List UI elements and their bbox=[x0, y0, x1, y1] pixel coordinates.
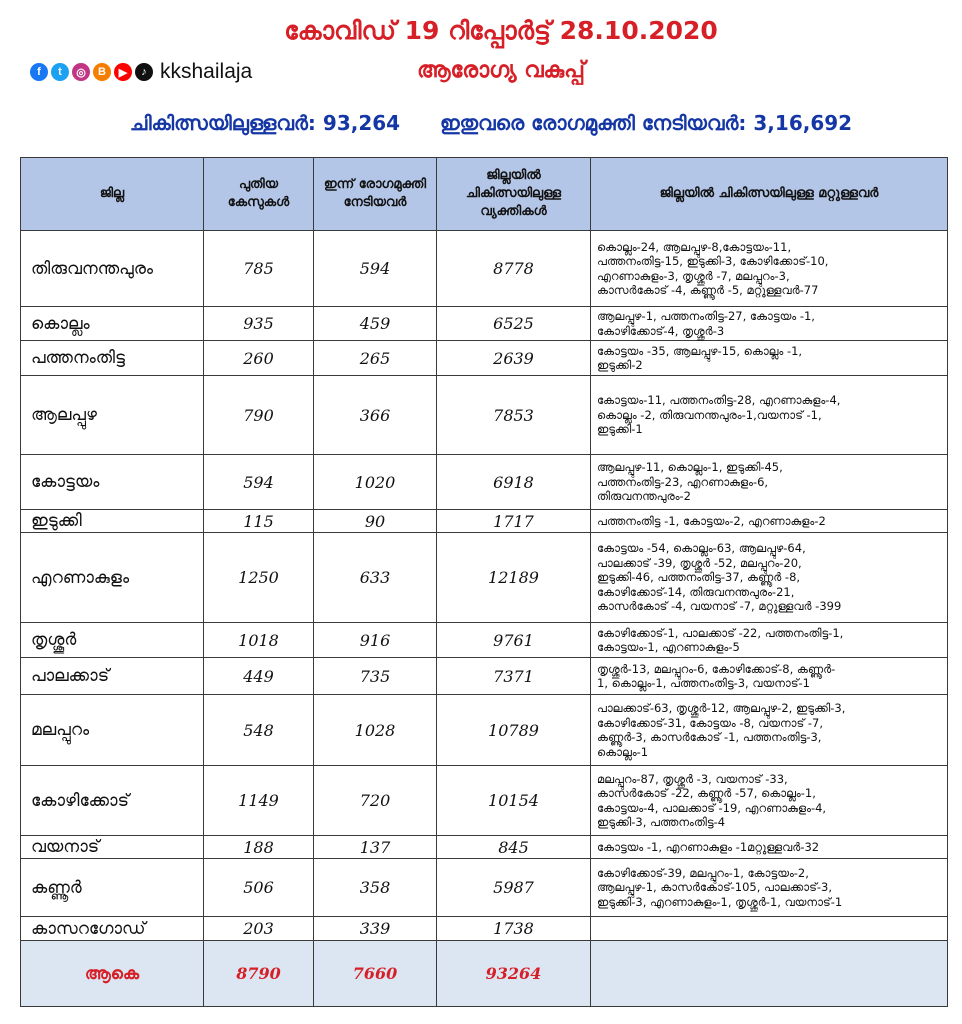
tiktok-icon[interactable]: ♪ bbox=[135, 63, 153, 81]
under-treatment-cell: 7853 bbox=[437, 376, 591, 455]
table-row bbox=[21, 859, 948, 917]
others-line: കാസർകോട് -4, കണ്ണൂർ -5, മറ്റുള്ളവർ-77 bbox=[597, 283, 819, 297]
district-name: ഇടുക്കി bbox=[21, 510, 204, 533]
others-line: കോട്ടയം -54, കൊല്ലം-63, ആലപ്പുഴ-64, bbox=[597, 541, 806, 556]
new-cases-cell: 1250 bbox=[204, 533, 314, 623]
district-name: കണ്ണൂർ bbox=[21, 859, 204, 917]
district-name: കൊല്ലം bbox=[21, 307, 204, 341]
district-table bbox=[20, 157, 948, 1007]
recovered-value: 3,16,692 bbox=[753, 111, 853, 135]
recovered-today-cell: 90 bbox=[314, 510, 437, 533]
total-row bbox=[21, 941, 948, 1007]
new-cases-cell: 548 bbox=[204, 695, 314, 766]
new-cases-cell: 790 bbox=[204, 376, 314, 455]
others-line: ഇടുക്കി-1 bbox=[597, 422, 643, 437]
district-name: കാസറഗോഡ് bbox=[21, 917, 204, 941]
others-line: കോട്ടയം -1, എറണാകുളം -1മറ്റുള്ളവർ-32 bbox=[597, 839, 820, 854]
recovered-today-cell: 1020 bbox=[314, 455, 437, 510]
new-cases-cell: 260 bbox=[204, 341, 314, 376]
district-name: ആലപ്പുഴ bbox=[21, 376, 204, 455]
under-treatment-cell: 6918 bbox=[437, 455, 591, 510]
under-treatment-cell: 1738 bbox=[437, 917, 591, 941]
table-row bbox=[21, 658, 948, 695]
others-cell bbox=[591, 766, 948, 836]
table-row bbox=[21, 917, 948, 941]
district-name: പത്തനംതിട്ട bbox=[21, 341, 204, 376]
recovered-today-cell: 1028 bbox=[314, 695, 437, 766]
others-line: ഇടുക്കി-3, പത്തനംതിട്ട-4 bbox=[597, 815, 726, 829]
total-under-treatment: 93264 bbox=[437, 941, 591, 1007]
table-row bbox=[21, 533, 948, 623]
others-cell bbox=[591, 836, 948, 859]
others-cell bbox=[591, 307, 948, 341]
total-recovered: 7660 bbox=[314, 941, 437, 1007]
others-line: ഇടുക്കി-46, പത്തനംതിട്ട-37, കണ്ണൂർ -8, bbox=[597, 570, 801, 585]
others-line: എറണാകുളം-3, തൃശ്ശൂർ -7, മലപ്പുറം-3, bbox=[597, 268, 790, 283]
blogger-icon[interactable]: B bbox=[93, 63, 111, 81]
others-line: തിരുവനന്തപുരം-2 bbox=[597, 489, 691, 504]
header-recovered-today: ഇന്ന് രോഗമുക്തി നേടിയവർ bbox=[314, 158, 437, 231]
others-cell bbox=[591, 658, 948, 695]
table-row bbox=[21, 341, 948, 376]
others-cell bbox=[591, 623, 948, 658]
table-row bbox=[21, 695, 948, 766]
others-cell bbox=[591, 859, 948, 917]
others-line: ആലപ്പുഴ-1, പത്തനംതിട്ട-27, കോട്ടയം -1, bbox=[597, 309, 815, 323]
others-line: തൃശ്ശൂർ-13, മലപ്പുറം-6, കോഴിക്കോട്-8, കണ്ണൂർ- bbox=[597, 661, 836, 676]
others-line: ആലപ്പുഴ-11, കൊല്ലം-1, ഇടുക്കി-45, bbox=[597, 460, 783, 475]
under-treatment-value: 93,264 bbox=[322, 111, 401, 135]
total-label: ആകെ bbox=[21, 941, 204, 1007]
under-treatment-cell: 9761 bbox=[437, 623, 591, 658]
others-cell bbox=[591, 231, 948, 307]
new-cases-cell: 188 bbox=[204, 836, 314, 859]
new-cases-cell: 785 bbox=[204, 231, 314, 307]
others-line: മലപ്പുറം-87, തൃശ്ശൂർ -3, വയനാട് -33, bbox=[597, 771, 788, 786]
others-line: കോഴിക്കോട്-14, തിരുവനന്തപുരം-21, bbox=[597, 584, 795, 599]
table-row bbox=[21, 623, 948, 658]
under-treatment-cell: 2639 bbox=[437, 341, 591, 376]
instagram-icon[interactable]: ◎ bbox=[72, 63, 90, 81]
header-others: ജില്ലയിൽ ചികിത്സയിലുള്ള മറ്റുള്ളവർ bbox=[591, 158, 948, 231]
new-cases-cell: 594 bbox=[204, 455, 314, 510]
under-treatment-cell: 10789 bbox=[437, 695, 591, 766]
recovered-today-cell: 633 bbox=[314, 533, 437, 623]
new-cases-cell: 203 bbox=[204, 917, 314, 941]
table-row bbox=[21, 836, 948, 859]
recovered-today-cell: 916 bbox=[314, 623, 437, 658]
recovered-today-cell: 459 bbox=[314, 307, 437, 341]
others-cell bbox=[591, 917, 948, 941]
recovered-label: ഇതുവരെ രോഗമുക്തി നേടിയവർ: bbox=[440, 111, 747, 135]
others-line: ഇടുക്കി-2 bbox=[597, 358, 643, 372]
others-line: 1, കൊല്ലം-1, പത്തനംതിട്ട-3, വയനാട്-1 bbox=[597, 676, 810, 690]
others-line: ആലപ്പുഴ-1, കാസർകോട്-105, പാലക്കാട്-3, bbox=[597, 880, 833, 895]
district-name: പാലക്കാട് bbox=[21, 658, 204, 695]
new-cases-cell: 935 bbox=[204, 307, 314, 341]
others-line: പാലക്കാട്-63, തൃശ്ശൂർ-12, ആലപ്പുഴ-2, ഇടുക്കി-3, bbox=[597, 701, 846, 715]
recovered-today-cell: 366 bbox=[314, 376, 437, 455]
total-others bbox=[591, 941, 948, 1007]
others-line: കോട്ടയം -35, ആലപ്പുഴ-15, കൊല്ലം -1, bbox=[597, 343, 803, 358]
department-name: ആരോഗ്യ വകുപ്പ് bbox=[417, 58, 585, 83]
table-row bbox=[21, 766, 948, 836]
under-treatment-cell: 845 bbox=[437, 836, 591, 859]
others-line: പത്തനംതിട്ട-23, എറണാകുളം-6, bbox=[597, 474, 769, 489]
others-line: പത്തനംതിട്ട-15, ഇടുക്കി-3, കോഴിക്കോട്-10, bbox=[597, 254, 829, 268]
header-under-treatment: ജില്ലയിൽ ചികിത്സയിലുള്ള വ്യക്തികൾ bbox=[437, 158, 591, 231]
recovered-today-cell: 137 bbox=[314, 836, 437, 859]
under-treatment-cell: 1717 bbox=[437, 510, 591, 533]
recovered-today-cell: 339 bbox=[314, 917, 437, 941]
others-line: ഇടുക്കി-3, എറണാകുളം-1, തൃശ്ശൂർ-1, വയനാട്-1 bbox=[597, 894, 843, 909]
others-line: കാസർകോട് -4, വയനാട് -7, മറ്റുള്ളവർ -399 bbox=[597, 599, 842, 614]
others-line: കോട്ടയം-11, പത്തനംതിട്ട-28, എറണാകുളം-4, bbox=[597, 393, 841, 408]
others-line: കൊല്ലം-24, ആലപ്പുഴ-8,കോട്ടയം-11, bbox=[597, 239, 792, 254]
under-treatment-cell: 8778 bbox=[437, 231, 591, 307]
recovered-today-cell: 720 bbox=[314, 766, 437, 836]
others-line: കാസർകോട് -22, കണ്ണൂർ -57, കൊല്ലം-1, bbox=[597, 786, 816, 800]
table-row bbox=[21, 455, 948, 510]
district-name: കോഴിക്കോട് bbox=[21, 766, 204, 836]
district-name: വയനാട് bbox=[21, 836, 204, 859]
under-treatment-cell: 7371 bbox=[437, 658, 591, 695]
district-name: തിരുവനന്തപുരം bbox=[21, 231, 204, 307]
others-cell bbox=[591, 376, 948, 455]
others-line: കോഴിക്കോട്-31, കോട്ടയം -8, വയനാട് -7, bbox=[597, 715, 824, 730]
table-row bbox=[21, 231, 948, 307]
others-cell bbox=[591, 455, 948, 510]
under-treatment-label: ചികിത്സയിലുള്ളവർ: bbox=[129, 111, 316, 135]
new-cases-cell: 506 bbox=[204, 859, 314, 917]
recovered-today-cell: 265 bbox=[314, 341, 437, 376]
others-line: കോട്ടയം-1, എറണാകുളം-5 bbox=[597, 640, 740, 654]
report-title: കോവിഡ് 19 റിപ്പോർട്ട് 28.10.2020 bbox=[284, 16, 718, 45]
district-name: മലപ്പുറം bbox=[21, 695, 204, 766]
others-line: പത്തനംതിട്ട -1, കോട്ടയം-2, എറണാകുളം-2 bbox=[597, 513, 826, 528]
recovered-today-cell: 358 bbox=[314, 859, 437, 917]
under-treatment-cell: 10154 bbox=[437, 766, 591, 836]
others-cell bbox=[591, 341, 948, 376]
social-handle: kkshailaja bbox=[160, 60, 253, 83]
others-line: പാലക്കാട് -39, തൃശ്ശൂർ -52, മലപ്പുറം-20, bbox=[597, 555, 802, 570]
recovered-today-cell: 594 bbox=[314, 231, 437, 307]
others-cell bbox=[591, 510, 948, 533]
district-name: എറണാകുളം bbox=[21, 533, 204, 623]
new-cases-cell: 1018 bbox=[204, 623, 314, 658]
under-treatment-cell: 5987 bbox=[437, 859, 591, 917]
recovered-today-cell: 735 bbox=[314, 658, 437, 695]
under-treatment-cell: 6525 bbox=[437, 307, 591, 341]
header-district: ജില്ല bbox=[21, 158, 204, 231]
others-cell bbox=[591, 533, 948, 623]
total-new-cases: 8790 bbox=[204, 941, 314, 1007]
others-line: കോഴിക്കോട്-4, തൃശ്ശൂർ-3 bbox=[597, 323, 725, 338]
district-name: കോട്ടയം bbox=[21, 455, 204, 510]
table-row bbox=[21, 307, 948, 341]
new-cases-cell: 115 bbox=[204, 510, 314, 533]
youtube-icon[interactable]: ▶ bbox=[114, 63, 132, 81]
others-line: കണ്ണൂർ-3, കാസർകോട് -1, പത്തനംതിട്ട-3, bbox=[597, 730, 822, 744]
table-row bbox=[21, 376, 948, 455]
others-cell bbox=[591, 695, 948, 766]
table-row bbox=[21, 510, 948, 533]
summary-line bbox=[0, 111, 962, 135]
others-line: കോഴിക്കോട്-39, മലപ്പുറം-1, കോട്ടയം-2, bbox=[597, 865, 809, 880]
under-treatment-cell: 12189 bbox=[437, 533, 591, 623]
others-line: കോഴിക്കോട്-1, പാലക്കാട് -22, പത്തനംതിട്ട-1, bbox=[597, 625, 844, 640]
new-cases-cell: 1149 bbox=[204, 766, 314, 836]
facebook-icon[interactable]: f bbox=[30, 63, 48, 81]
others-line: കൊല്ലം -2, തിരുവനന്തപുരം-1,വയനാട് -1, bbox=[597, 407, 822, 422]
twitter-icon[interactable]: t bbox=[51, 63, 69, 81]
others-line: കോട്ടയം-4, പാലക്കാട് -19, എറണാകുളം-4, bbox=[597, 800, 827, 815]
new-cases-cell: 449 bbox=[204, 658, 314, 695]
others-line: കൊല്ലം-1 bbox=[597, 744, 649, 759]
header-new-cases: പുതിയ കേസുകൾ bbox=[204, 158, 314, 231]
district-name: തൃശ്ശൂർ bbox=[21, 623, 204, 658]
